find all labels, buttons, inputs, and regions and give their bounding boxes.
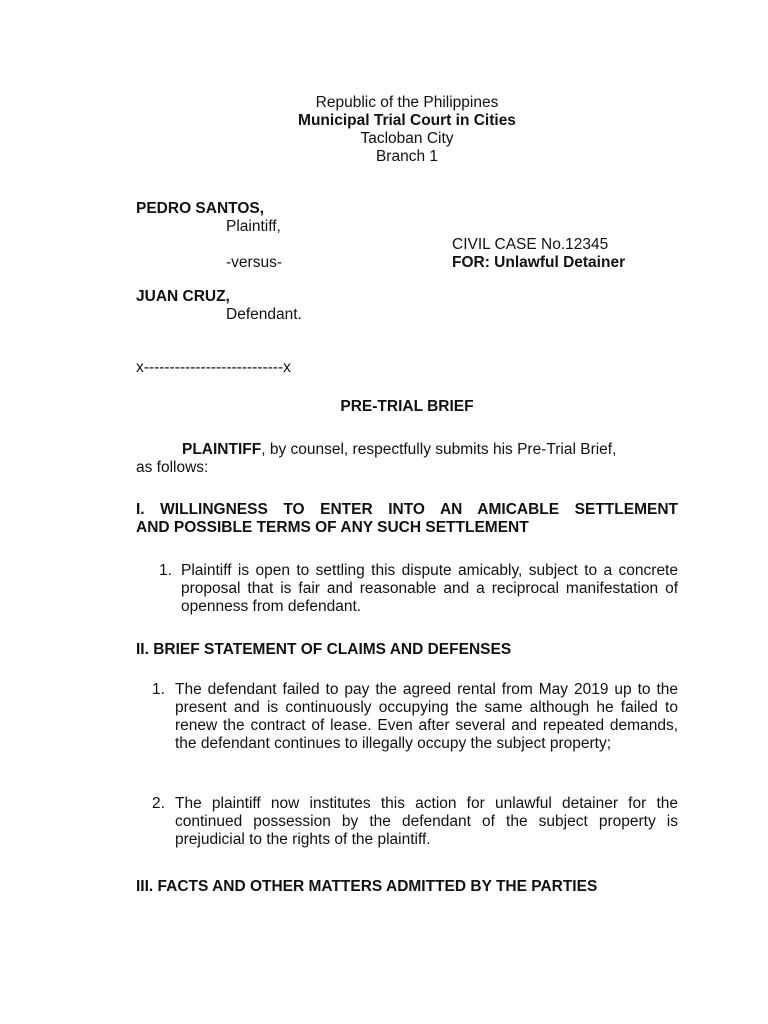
section-3-heading: III. FACTS AND OTHER MATTERS ADMITTED BY THE PARTIES (136, 878, 598, 895)
section-2-item-1-text: The defendant failed to pay the agreed rental from May 2019 up to the present and is continuously occupying the same although he failed to renew the contract of lease. Even after several and repeated demands, the defendant continues to illegally occupy the subject property; (175, 681, 678, 752)
intro-rest-1: , by counsel, respectfully submits his Pre-Trial Brief, (261, 441, 617, 458)
intro-line-1 (182, 441, 616, 459)
plaintiff-role: Plaintiff, (226, 218, 281, 235)
versus-label: -versus- (226, 254, 282, 271)
section-1-item-1-number: 1. (159, 562, 172, 579)
case-nature: FOR: Unlawful Detainer (452, 254, 626, 271)
section-1-item-1-text: Plaintiff is open to settling this dispute amicably, subject to a concrete proposal that is fair and reasonable and a reciprocal manifestation of openness from defendant. (181, 562, 678, 615)
document-title: PRE-TRIAL BRIEF (340, 398, 474, 415)
defendant-name: JUAN CRUZ, (136, 288, 230, 305)
caption-separator: x---------------------------x (136, 359, 291, 376)
section-1-heading-line-2: AND POSSIBLE TERMS OF ANY SUCH SETTLEMENT (136, 519, 529, 536)
section-2-item-1-number: 1. (152, 681, 165, 698)
section-2-item-2-number: 2. (152, 795, 165, 812)
header-branch: Branch 1 (375, 148, 439, 165)
section-2-item-2-text: The plaintiff now institutes this action for unlawful detainer for the continued possession by the defendant of the subject property is prejudicial to the rights of the plaintiff. (175, 795, 678, 848)
intro-line-2: as follows: (136, 459, 209, 476)
defendant-role: Defendant. (226, 306, 302, 323)
header-court: Municipal Trial Court in Cities (298, 112, 516, 129)
section-2-heading: II. BRIEF STATEMENT OF CLAIMS AND DEFENSES (136, 641, 512, 658)
section-1-heading-line-1: I. WILLINGNESS TO ENTER INTO AN AMICABLE SETTLEMENT (136, 501, 678, 518)
intro-lead: PLAINTIFF (182, 441, 262, 458)
header-republic: Republic of the Philippines (315, 94, 499, 111)
case-number: CIVIL CASE No.12345 (452, 236, 609, 253)
plaintiff-name: PEDRO SANTOS, (136, 200, 265, 217)
header-city: Tacloban City (360, 130, 454, 147)
